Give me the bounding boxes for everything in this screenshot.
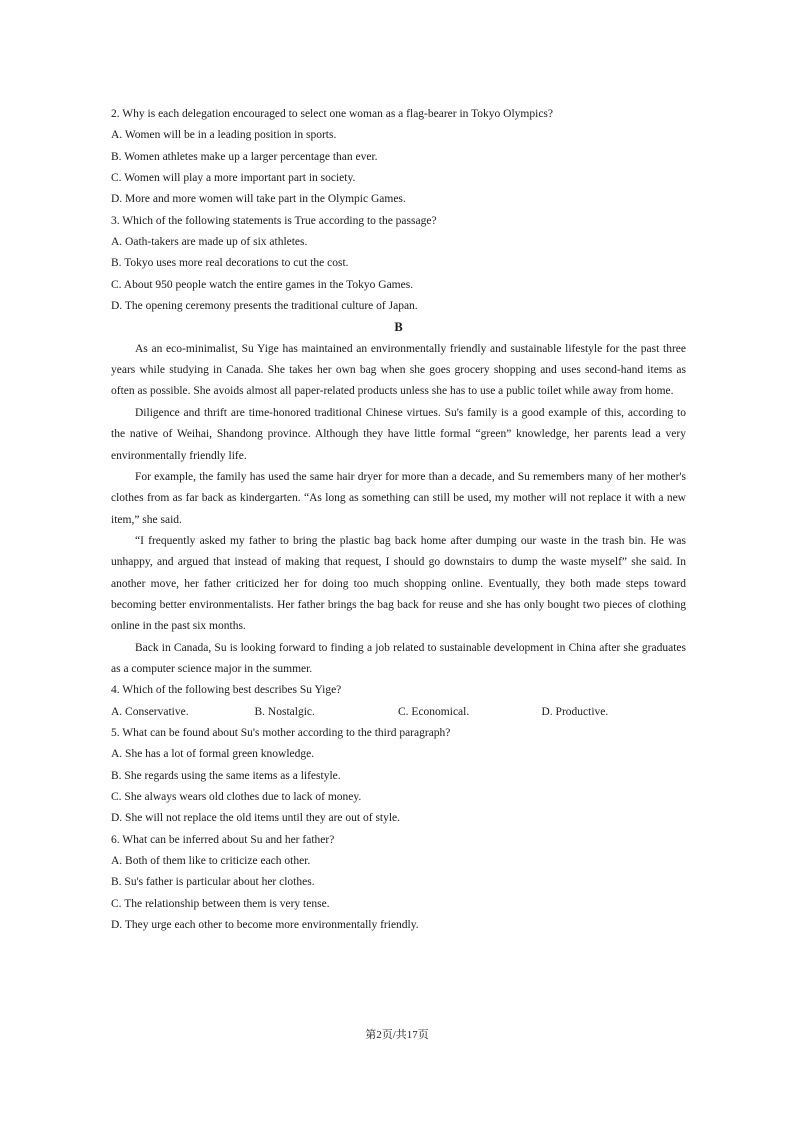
- passage-paragraph-5: Back in Canada, Su is looking forward to finding a job related to sustainable development in China after she graduates as a computer science major in the summer.: [111, 641, 686, 675]
- question-5-stem: 5. What can be found about Su's mother according to the third paragraph?: [111, 726, 451, 739]
- passage-paragraph-2: Diligence and thrift are time-honored traditional Chinese virtues. Su's family is a good example of this, according to the native of Weihai, Shandong province. Although they have little formal “green” knowledge, her parents lead a very environmentally friendly life.: [111, 406, 686, 462]
- question-4-option-d: D. Productive.: [541, 705, 609, 718]
- question-2-option-a: A. Women will be in a leading position in sports.: [111, 129, 337, 142]
- question-6-option-c: C. The relationship between them is very tense.: [111, 897, 330, 910]
- question-3-option-b: B. Tokyo uses more real decorations to cut the cost.: [111, 257, 349, 270]
- question-2-option-c: C. Women will play a more important part in society.: [111, 172, 356, 185]
- question-4-options: [111, 702, 686, 723]
- question-3-stem: 3. Which of the following statements is True according to the passage?: [111, 214, 437, 227]
- question-4-option-a: A. Conservative.: [111, 705, 189, 718]
- question-5-option-b: B. She regards using the same items as a lifestyle.: [111, 769, 341, 782]
- question-4-stem: 4. Which of the following best describes Su Yige?: [111, 684, 342, 697]
- passage-paragraph-3: For example, the family has used the same hair dryer for more than a decade, and Su remembers many of her mother's clothes from as far back as kindergarten. “As long as something can still be used, my mother will not replace it with a new item,” she said.: [111, 470, 686, 526]
- section-b-title: B: [394, 320, 403, 335]
- question-3-option-d: D. The opening ceremony presents the traditional culture of Japan.: [111, 300, 418, 313]
- question-6-option-d: D. They urge each other to become more environmentally friendly.: [111, 919, 419, 932]
- passage-paragraph-1: As an eco-minimalist, Su Yige has maintained an environmentally friendly and sustainable lifestyle for the past three years while studying in Canada. She takes her own bag when she goes grocery shopping and uses second-hand items as often as possible. She avoids almost all paper-related products unless she has to use a public toilet while away from home.: [111, 342, 686, 398]
- question-3-option-a: A. Oath-takers are made up of six athletes.: [111, 236, 308, 249]
- question-6-option-b: B. Su's father is particular about her clothes.: [111, 876, 315, 889]
- document-page: [111, 104, 686, 936]
- question-4-option-c: C. Economical.: [398, 705, 470, 718]
- question-6-option-a: A. Both of them like to criticize each other.: [111, 855, 311, 868]
- passage-paragraph-4: “I frequently asked my father to bring the plastic bag back home after dumping our waste in the trash bin. He was unhappy, and argued that instead of making that request, I should go downstairs to dump the waste myself” she said. In another move, her father criticized her for doing too much shopping online. Eventually, they both made steps toward becoming better environmentalists. Her father brings the bag back for reuse and she has only bought two pieces of clothing online in the past six months.: [111, 534, 686, 633]
- question-2-option-d: D. More and more women will take part in the Olympic Games.: [111, 193, 406, 206]
- question-3-option-c: C. About 950 people watch the entire games in the Tokyo Games.: [111, 278, 414, 291]
- question-5-option-a: A. She has a lot of formal green knowledge.: [111, 748, 315, 761]
- question-4-option-b: B. Nostalgic.: [254, 705, 315, 718]
- question-5-option-d: D. She will not replace the old items until they are out of style.: [111, 812, 401, 825]
- question-5-option-c: C. She always wears old clothes due to lack of money.: [111, 791, 362, 803]
- question-6-stem: 6. What can be inferred about Su and her father?: [111, 833, 335, 846]
- question-2-option-b: B. Women athletes make up a larger percentage than ever.: [111, 150, 378, 163]
- page-number-footer: 第2页/共17页: [365, 1029, 429, 1041]
- question-2-stem: 2. Why is each delegation encouraged to select one woman as a flag-bearer in Tokyo Olympics?: [111, 108, 554, 120]
